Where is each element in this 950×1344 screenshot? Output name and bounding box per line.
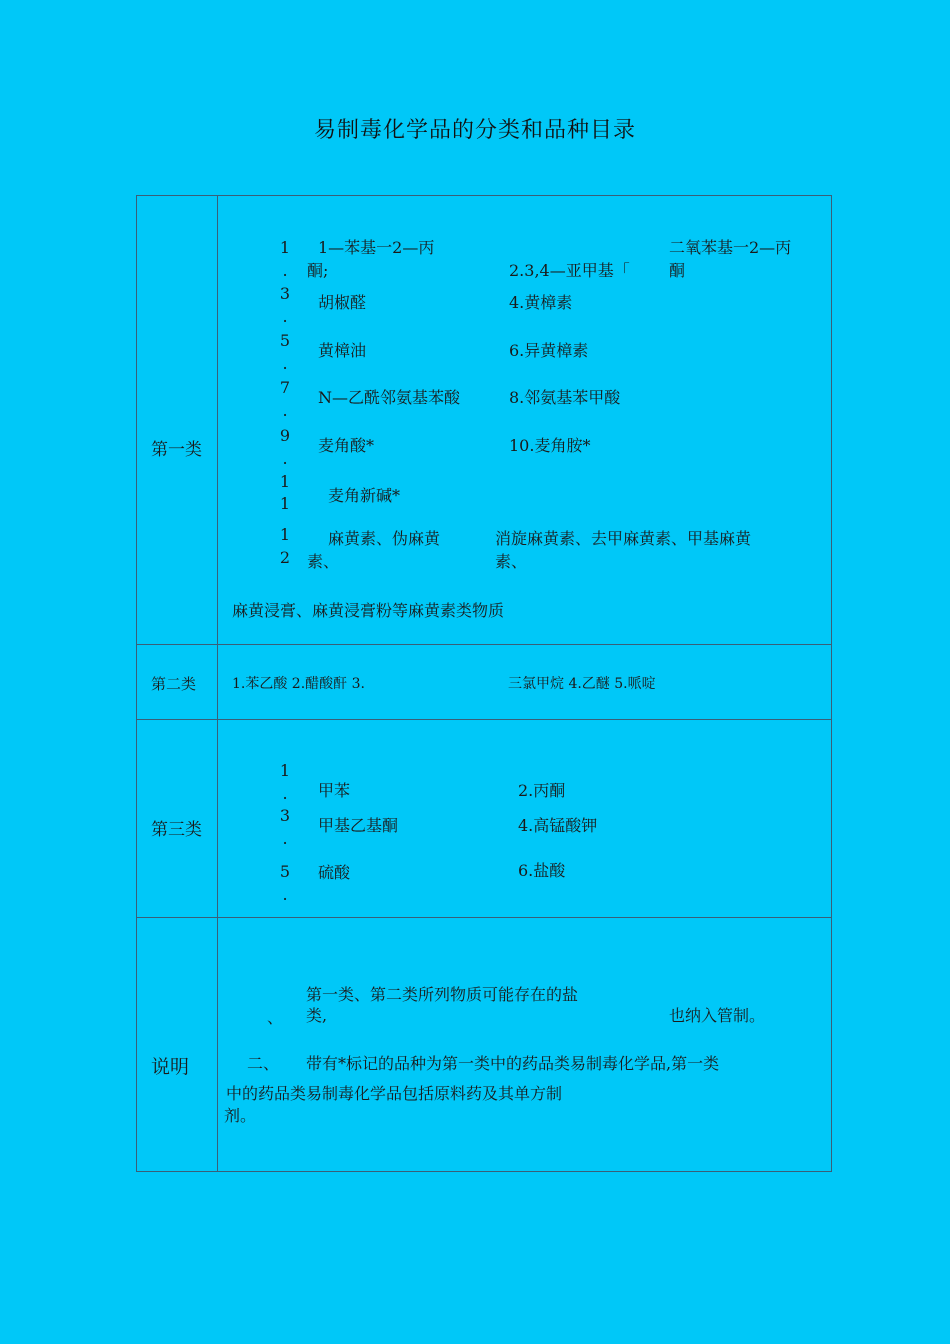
note-marker: 二、 xyxy=(247,1054,280,1073)
item-text: 二氧苯基一2—丙 xyxy=(669,238,792,257)
item-text: 甲苯 xyxy=(318,781,351,800)
section-1-label: 第一类 xyxy=(151,440,202,460)
row-divider xyxy=(137,644,831,645)
note-text: 中的药品类易制毒化学品包括原料药及其单方制 xyxy=(226,1084,563,1103)
item-number: . xyxy=(282,885,288,904)
section-3-label: 第三类 xyxy=(151,820,202,840)
item-number: 3 xyxy=(279,806,291,825)
note-text: 类, xyxy=(306,1006,328,1025)
item-number: 1 xyxy=(279,494,291,513)
item-text: 4.高锰酸钾 xyxy=(518,816,598,835)
item-text: 麻黄素、伪麻黄 xyxy=(328,529,441,548)
item-number: 1 xyxy=(279,761,291,780)
item-text: 8.邻氨基苯甲酸 xyxy=(509,388,621,407)
note-text: 也纳入管制。 xyxy=(669,1006,766,1025)
item-text: 三氯甲烷 4.乙醚 5.哌啶 xyxy=(508,676,656,692)
item-text: 6.异黄樟素 xyxy=(509,341,589,360)
item-text: 4.黄樟素 xyxy=(509,293,573,312)
item-number: . xyxy=(282,354,288,373)
item-text: 素、 xyxy=(307,552,340,571)
note-text: 剂。 xyxy=(224,1106,257,1125)
row-divider xyxy=(137,719,831,720)
item-text: 黄樟油 xyxy=(318,341,367,360)
item-text: 1—苯基一2—丙 xyxy=(318,238,435,257)
note-text: 带有*标记的品种为第一类中的药品类易制毒化学品,第一类 xyxy=(306,1054,720,1073)
item-number: 5 xyxy=(279,331,291,350)
item-text: 2.3,4—亚甲基「 xyxy=(509,261,630,280)
item-text: 酮 xyxy=(669,261,686,280)
item-text: 麻黄浸膏、麻黄浸膏粉等麻黄素类物质 xyxy=(232,601,505,620)
item-number: . xyxy=(282,401,288,420)
item-number: 2 xyxy=(279,548,291,567)
item-number: 5 xyxy=(279,862,291,881)
item-text: 2.丙酮 xyxy=(518,781,566,800)
item-text: 硫酸 xyxy=(318,863,351,882)
item-number: . xyxy=(282,261,288,280)
notes-label: 说明 xyxy=(151,1056,190,1078)
item-text: 麦角酸* xyxy=(318,436,375,455)
item-text: 甲基乙基酮 xyxy=(318,816,399,835)
item-text: 素、 xyxy=(495,552,528,571)
item-number: . xyxy=(282,784,288,803)
row-divider xyxy=(137,917,831,918)
item-number: 7 xyxy=(279,378,291,397)
note-text: 第一类、第二类所列物质可能存在的盐 xyxy=(306,985,579,1004)
item-text: 麦角新碱* xyxy=(328,486,401,505)
item-text: 1.苯乙酸 2.醋酸酐 3. xyxy=(232,676,365,692)
item-number: 9 xyxy=(279,426,291,445)
note-marker: 、 xyxy=(267,1008,284,1027)
item-number: . xyxy=(282,829,288,848)
item-number: 1 xyxy=(279,238,291,257)
item-text: 6.盐酸 xyxy=(518,861,566,880)
section-2-label: 第二类 xyxy=(151,675,197,693)
page-title: 易制毒化学品的分类和品种目录 xyxy=(313,118,636,143)
item-text: 消旋麻黄素、去甲麻黄素、甲基麻黄 xyxy=(495,529,752,548)
item-number: 1 xyxy=(279,525,291,544)
item-text: N—乙酰邻氨基苯酸 xyxy=(318,388,461,407)
column-divider xyxy=(217,196,218,1171)
item-number: . xyxy=(282,307,288,326)
item-number: 1 xyxy=(279,472,291,491)
catalog-table xyxy=(136,195,832,1172)
item-number: 3 xyxy=(279,284,291,303)
item-number: . xyxy=(282,449,288,468)
item-text: 酮; xyxy=(307,261,329,280)
item-text: 胡椒醛 xyxy=(318,293,367,312)
item-text: 10.麦角胺* xyxy=(509,436,591,455)
